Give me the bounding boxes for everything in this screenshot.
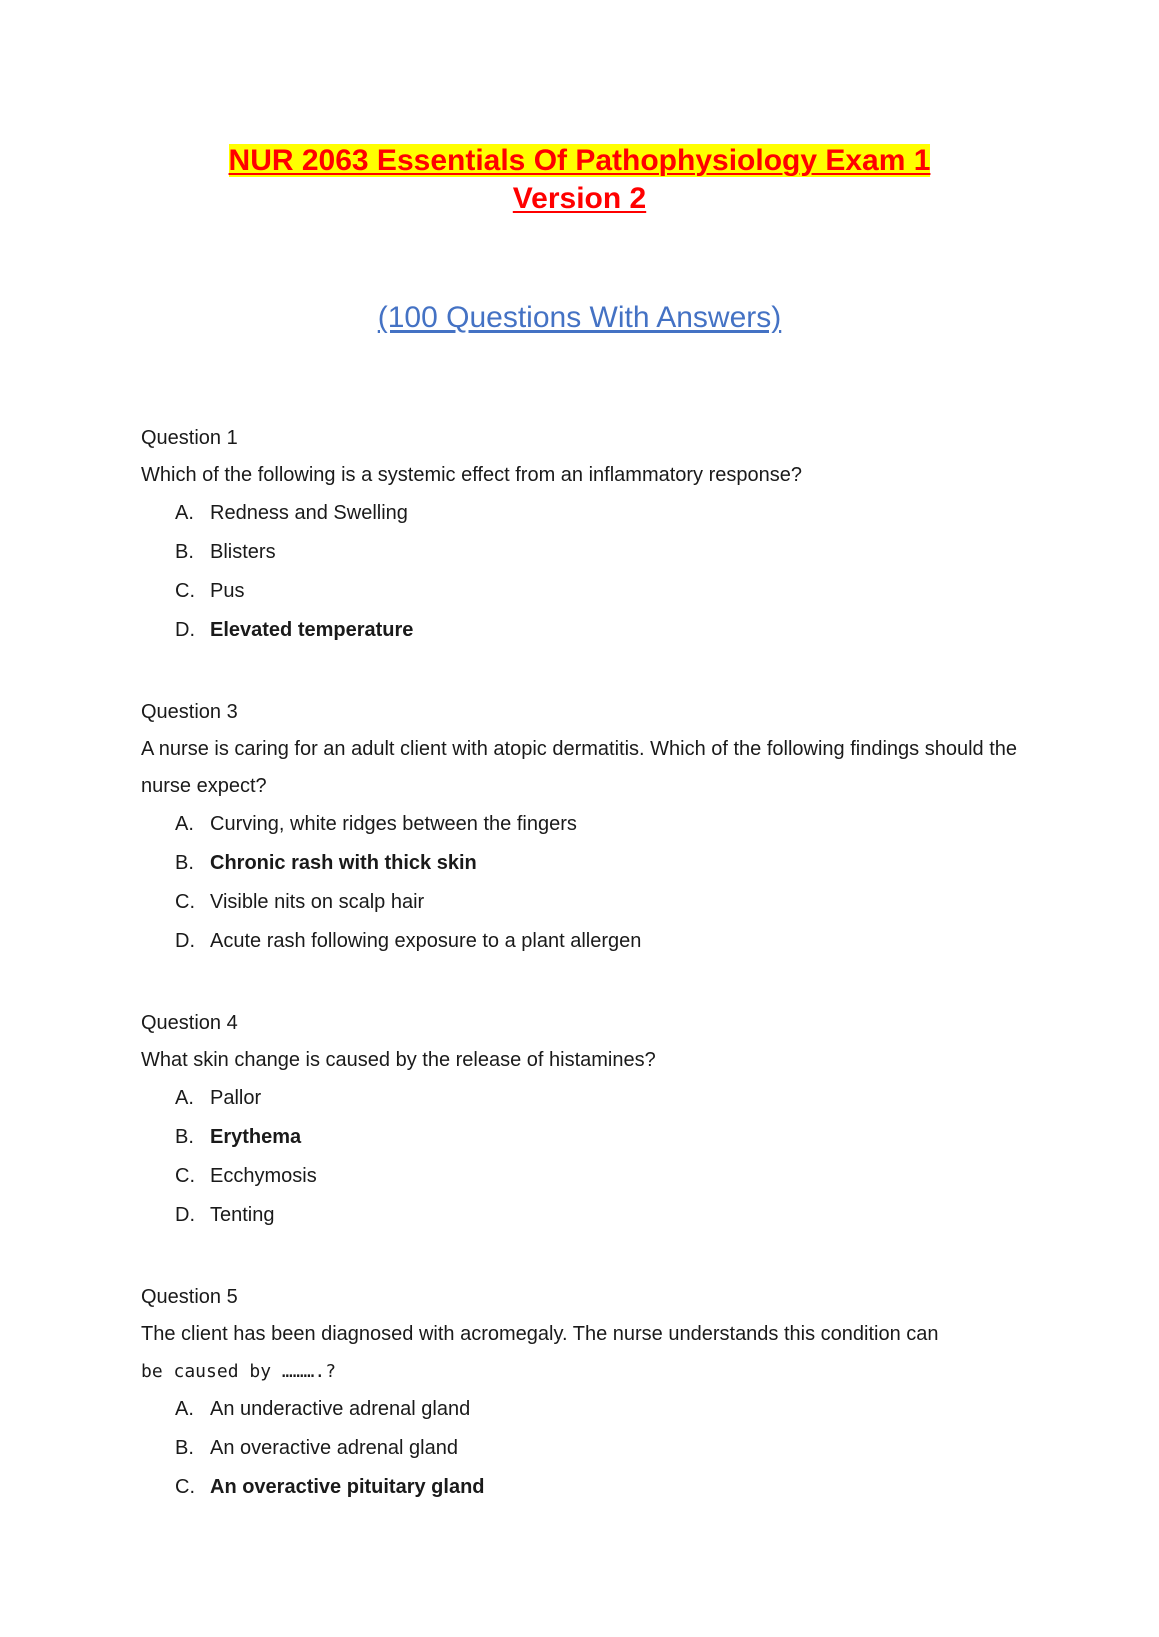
question-list (141, 420, 1021, 1551)
option-c (141, 883, 1021, 922)
option-letter: A. (175, 813, 194, 835)
option-b (141, 1429, 1021, 1468)
option-b-correct-answer (141, 844, 1021, 883)
option-text: Pallor (210, 1087, 262, 1109)
option-a (141, 805, 1021, 844)
question-block (141, 1279, 1021, 1507)
option-text: An underactive adrenal gland (210, 1398, 471, 1420)
option-c (141, 572, 1021, 611)
question-label: Question 1 (141, 427, 238, 449)
option-d (141, 922, 1021, 961)
question-text-tail: be caused by ……….? (141, 1361, 337, 1382)
question-label: Question 3 (141, 701, 238, 723)
question-text: A nurse is caring for an adult client with atopic dermatitis. Which of the following findings should the nurse expect? (141, 738, 1018, 797)
option-letter: C. (175, 580, 195, 602)
option-letter: D. (175, 1204, 195, 1226)
option-c-correct-answer (141, 1468, 1021, 1507)
option-text: Chronic rash with thick skin (210, 852, 477, 874)
question-text: What skin change is caused by the release of histamines? (141, 1049, 656, 1071)
option-a (141, 1079, 1021, 1118)
option-b-correct-answer (141, 1118, 1021, 1157)
option-text: Tenting (210, 1204, 275, 1226)
option-text: An overactive pituitary gland (210, 1476, 485, 1498)
option-text: Visible nits on scalp hair (210, 891, 425, 913)
option-text: Acute rash following exposure to a plant allergen (210, 930, 642, 952)
option-a (141, 494, 1021, 533)
option-b (141, 533, 1021, 572)
option-letter: D. (175, 619, 195, 641)
option-list (141, 494, 1021, 650)
title-line-1: NUR 2063 Essentials Of Pathophysiology Exam 1 (228, 144, 931, 177)
question-label: Question 5 (141, 1286, 238, 1308)
option-letter: A. (175, 1087, 194, 1109)
title-line-2: Version 2 (512, 182, 647, 215)
option-list (141, 1079, 1021, 1235)
question-block (141, 1005, 1021, 1235)
option-text: Curving, white ridges between the fingers (210, 813, 577, 835)
question-text-main: The client has been diagnosed with acromegaly. The nurse understands this condition can (141, 1323, 939, 1345)
option-a (141, 1390, 1021, 1429)
question-label: Question 4 (141, 1012, 238, 1034)
option-letter: B. (175, 1126, 194, 1148)
option-d-correct-answer (141, 611, 1021, 650)
option-c (141, 1157, 1021, 1196)
option-text: Ecchymosis (210, 1165, 317, 1187)
document-subtitle (0, 300, 1159, 336)
question-block (141, 694, 1021, 961)
option-letter: D. (175, 930, 195, 952)
question-text: Which of the following is a systemic effect from an inflammatory response? (141, 464, 803, 486)
subtitle-text: (100 Questions With Answers) (377, 301, 782, 334)
option-letter: C. (175, 891, 195, 913)
option-text: An overactive adrenal gland (210, 1437, 458, 1459)
option-text: Redness and Swelling (210, 502, 408, 524)
option-letter: B. (175, 541, 194, 563)
option-list (141, 805, 1021, 961)
option-letter: B. (175, 1437, 194, 1459)
option-letter: A. (175, 1398, 194, 1420)
option-letter: C. (175, 1476, 195, 1498)
option-letter: B. (175, 852, 194, 874)
option-text: Elevated temperature (210, 619, 414, 641)
option-text: Blisters (210, 541, 276, 563)
option-letter: C. (175, 1165, 195, 1187)
option-list (141, 1390, 1021, 1507)
question-text (141, 1316, 1021, 1390)
option-text: Pus (210, 580, 245, 602)
question-block (141, 420, 1021, 650)
option-d (141, 1196, 1021, 1235)
document-title (0, 142, 1159, 218)
option-letter: A. (175, 502, 194, 524)
option-text: Erythema (210, 1126, 302, 1148)
